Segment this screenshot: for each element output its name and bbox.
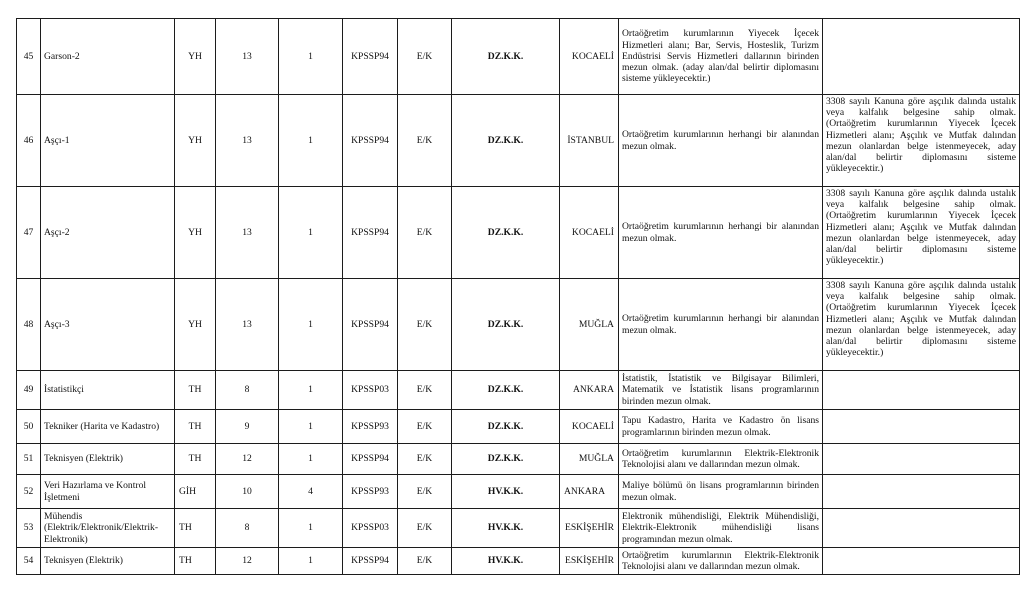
degree: 13 [216,279,279,371]
gender: E/K [398,410,452,444]
city: ANKARA [560,475,619,509]
row-number: 49 [17,371,41,410]
unit: DZ.K.K. [452,371,560,410]
table-row [17,548,1020,575]
requirements: Ortaöğretim kurumlarının herhangi bir alanından mezun olmak. [619,95,823,187]
position-count: 1 [279,95,343,187]
kpss-score-type: KPSSP93 [343,475,398,509]
row-number: 46 [17,95,41,187]
city: ESKİŞEHİR [560,509,619,548]
requirements: Ortaöğretim kurumlarının Yiyecek İçecek Hizmetleri alanı; Bar, Servis, Hosteslik, Turizm Endüstrisi Servis Hizmetleri dallarının birinden mezun olmak. (aday alan/dal belirtir diplomasını sisteme yükleyecektir.) [619,19,823,95]
service-class: YH [175,279,216,371]
table-row [17,509,1020,548]
position-count: 1 [279,444,343,475]
position-count: 1 [279,19,343,95]
kpss-score-type: KPSSP94 [343,187,398,279]
kpss-score-type: KPSSP94 [343,548,398,575]
unit: HV.K.K. [452,509,560,548]
city: KOCAELİ [560,19,619,95]
position-title: Tekniker (Harita ve Kadastro) [41,410,175,444]
positions-table [16,18,1020,575]
table-row [17,279,1020,371]
position-count: 1 [279,548,343,575]
kpss-score-type: KPSSP94 [343,95,398,187]
gender: E/K [398,509,452,548]
position-count: 1 [279,371,343,410]
position-title: Teknisyen (Elektrik) [41,548,175,575]
position-count: 1 [279,187,343,279]
unit: HV.K.K. [452,475,560,509]
notes [823,444,1020,475]
city: İSTANBUL [560,95,619,187]
row-number: 52 [17,475,41,509]
position-title: Mühendis (Elektrik/Elektronik/Elektrik-Elektronik) [41,509,175,548]
city: KOCAELİ [560,410,619,444]
position-count: 1 [279,279,343,371]
notes [823,509,1020,548]
notes [823,19,1020,95]
service-class: GİH [175,475,216,509]
service-class: TH [175,410,216,444]
unit: DZ.K.K. [452,19,560,95]
row-number: 48 [17,279,41,371]
table-body [17,19,1020,575]
position-title: Veri Hazırlama ve Kontrol İşletmeni [41,475,175,509]
requirements: Ortaöğretim kurumlarının herhangi bir alanından mezun olmak. [619,187,823,279]
position-title: Aşçı-2 [41,187,175,279]
degree: 8 [216,509,279,548]
gender: E/K [398,19,452,95]
service-class: TH [175,509,216,548]
notes [823,548,1020,575]
service-class: YH [175,19,216,95]
city: ESKİŞEHİR [560,548,619,575]
requirements: Ortaöğretim kurumlarının herhangi bir alanından mezun olmak. [619,279,823,371]
gender: E/K [398,475,452,509]
city: MUĞLA [560,444,619,475]
kpss-score-type: KPSSP94 [343,279,398,371]
kpss-score-type: KPSSP94 [343,19,398,95]
gender: E/K [398,95,452,187]
degree: 13 [216,19,279,95]
degree: 8 [216,371,279,410]
city: MUĞLA [560,279,619,371]
requirements: Ortaöğretim kurumlarının Elektrik-Elektronik Teknolojisi alanı ve dallarından mezun olmak. [619,444,823,475]
degree: 13 [216,95,279,187]
position-title: Garson-2 [41,19,175,95]
position-count: 1 [279,410,343,444]
unit: DZ.K.K. [452,279,560,371]
table-row [17,95,1020,187]
kpss-score-type: KPSSP03 [343,371,398,410]
row-number: 51 [17,444,41,475]
kpss-score-type: KPSSP93 [343,410,398,444]
position-title: İstatistikçi [41,371,175,410]
notes [823,410,1020,444]
position-count: 4 [279,475,343,509]
gender: E/K [398,548,452,575]
city: KOCAELİ [560,187,619,279]
unit: DZ.K.K. [452,444,560,475]
table-row [17,475,1020,509]
service-class: YH [175,187,216,279]
gender: E/K [398,371,452,410]
row-number: 45 [17,19,41,95]
city: ANKARA [560,371,619,410]
notes [823,371,1020,410]
row-number: 50 [17,410,41,444]
position-title: Aşçı-1 [41,95,175,187]
position-count: 1 [279,509,343,548]
row-number: 54 [17,548,41,575]
kpss-score-type: KPSSP94 [343,444,398,475]
table-row [17,371,1020,410]
table-row [17,444,1020,475]
service-class: TH [175,548,216,575]
degree: 9 [216,410,279,444]
service-class: TH [175,444,216,475]
notes: 3308 sayılı Kanuna göre aşçılık dalında ustalık veya kalfalık belgesine sahip olmak. (Ortaöğretim kurumlarının Yiyecek İçecek Hizmetleri alanı; Aşçılık ve Mutfak dalından mezun olanlardan belge istenmeyecek, aday alan/dal belirtir diplomasını sisteme yükleyecektir.) [823,279,1020,371]
requirements: İstatistik, İstatistik ve Bilgisayar Bilimleri, Matematik ve İstatistik lisans programlarının birinden mezun olmak. [619,371,823,410]
requirements: Maliye bölümü ön lisans programlarının birinden mezun olmak. [619,475,823,509]
degree: 10 [216,475,279,509]
service-class: YH [175,95,216,187]
notes [823,475,1020,509]
row-number: 47 [17,187,41,279]
requirements: Elektronik mühendisliği, Elektrik Mühendisliği, Elektrik-Elektronik mühendisliği lisans programından mezun olmak. [619,509,823,548]
degree: 12 [216,548,279,575]
requirements: Ortaöğretim kurumlarının Elektrik-Elektronik Teknolojisi alanı ve dallarından mezun olmak. [619,548,823,575]
table-row [17,187,1020,279]
notes: 3308 sayılı Kanuna göre aşçılık dalında ustalık veya kalfalık belgesine sahip olmak. (Ortaöğretim kurumlarının Yiyecek İçecek Hizmetleri alanı; Aşçılık ve Mutfak dalından mezun olanlardan belge istenmeyecek, aday alan/dal belirtir diplomasını sisteme yükleyecektir.) [823,187,1020,279]
table-row [17,410,1020,444]
degree: 13 [216,187,279,279]
gender: E/K [398,187,452,279]
unit: DZ.K.K. [452,187,560,279]
requirements: Tapu Kadastro, Harita ve Kadastro ön lisans programlarının birinden mezun olmak. [619,410,823,444]
position-title: Aşçı-3 [41,279,175,371]
unit: DZ.K.K. [452,95,560,187]
unit: HV.K.K. [452,548,560,575]
gender: E/K [398,444,452,475]
degree: 12 [216,444,279,475]
position-title: Teknisyen (Elektrik) [41,444,175,475]
table-row [17,19,1020,95]
notes: 3308 sayılı Kanuna göre aşçılık dalında ustalık veya kalfalık belgesine sahip olmak. (Ortaöğretim kurumlarının Yiyecek İçecek Hizmetleri alanı; Aşçılık ve Mutfak dalından mezun olanlardan belge istenmeyecek, aday alan/dal belirtir diplomasını sisteme yükleyecektir.) [823,95,1020,187]
service-class: TH [175,371,216,410]
document-page [16,18,1019,575]
gender: E/K [398,279,452,371]
kpss-score-type: KPSSP03 [343,509,398,548]
row-number: 53 [17,509,41,548]
unit: DZ.K.K. [452,410,560,444]
